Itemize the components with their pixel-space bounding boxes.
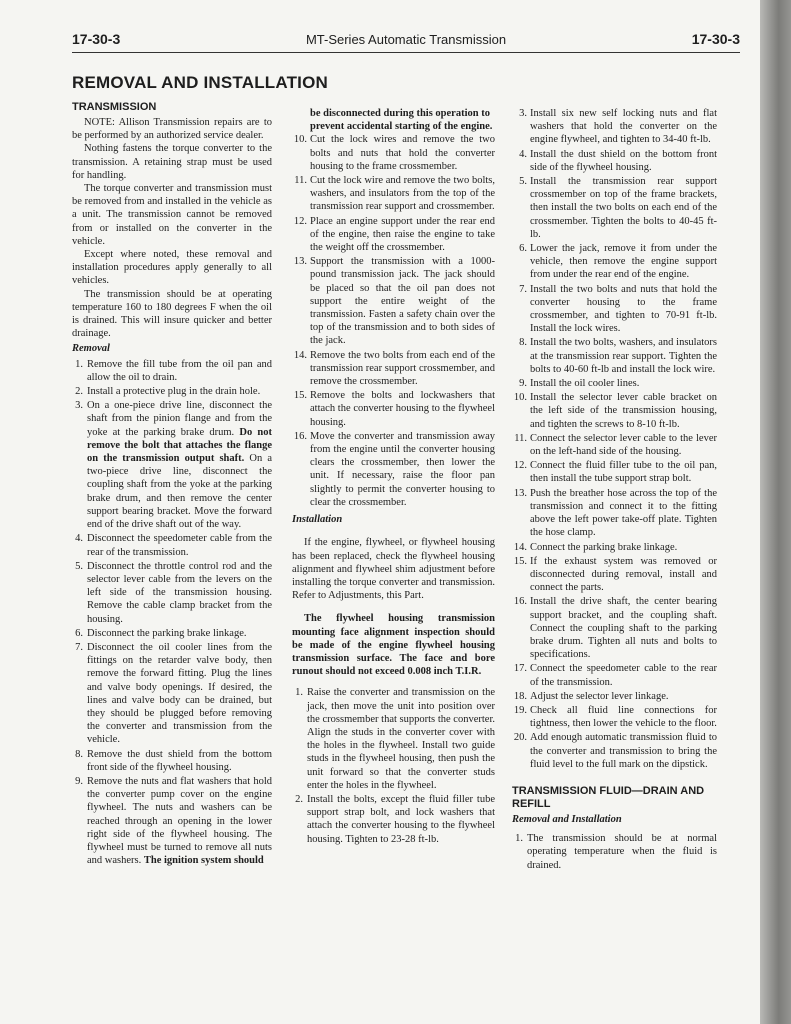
list-item <box>512 391 717 431</box>
step-text: Disconnect the throttle control rod and the selector lever cable from the levers on the left side of the transmission housing. Remove the cable clamp bracket from the housing. <box>87 560 272 625</box>
step-number: 13. <box>293 256 307 268</box>
page-header <box>72 31 740 51</box>
step-text: Lower the jack, remove it from under the vehicle, then remove the engine support from under the rear end of the engine. <box>530 243 717 281</box>
step-warning: The ignition system should <box>143 855 264 867</box>
step-text: Remove the bolts and lockwashers that attach the converter housing to the flywheel housing. <box>310 390 495 428</box>
list-item <box>512 487 717 540</box>
paragraph: Except where noted, these removal and installation procedures apply generally to all vehicles. <box>72 249 272 287</box>
step-text: Connect the fluid filler tube to the oil pan, then install the tube support strap bolt. <box>530 460 717 485</box>
fluid-steps <box>512 832 717 872</box>
alignment-note: The flywheel housing transmission mounting face alignment inspection should be made of the engine flywheel housing transmission surface. The face and bore runout should not exceed 0.008 inch T.I.R. <box>292 613 495 678</box>
step-number: 1. <box>75 358 83 370</box>
installation-subheading: Installation <box>292 514 343 526</box>
list-item <box>292 686 495 792</box>
list-item <box>512 832 717 872</box>
step-number: 18. <box>513 690 527 702</box>
step-text: Support the transmission with a 1000-pound transmission jack. The jack should be placed so that the oil pan does not support the entire weight of the transmission. Fasten a safety chain over the top of the transmission and to both sides of the jack. <box>310 256 495 347</box>
list-item <box>72 532 272 558</box>
list-item <box>512 242 717 282</box>
list-item <box>292 133 495 173</box>
column-2 <box>292 107 495 847</box>
step-text: Place an engine support under the rear end of the engine, then raise the engine to take the weight off the crossmember. <box>310 215 495 254</box>
list-item <box>292 174 495 214</box>
list-item <box>512 595 717 661</box>
step-number: 3. <box>519 108 527 119</box>
step-number: 6. <box>75 627 83 639</box>
paragraph: If the engine, flywheel, or flywheel housing has been replaced, check the flywheel housing alignment and flywheel shim adjustment before installing the torque converter and transmission. Refer to Adjustments, this Part. <box>292 537 495 602</box>
page-binding-edge <box>760 0 791 1024</box>
step-number: 17. <box>513 663 527 675</box>
list-item <box>512 175 717 241</box>
step-text: Install six new self locking nuts and flat washers that hold the converter on the engine flywheel, and tighten to 34-40 ft-lb. <box>530 108 717 146</box>
step-number: 1. <box>295 687 303 699</box>
header-rule <box>72 52 740 53</box>
list-item <box>292 255 495 347</box>
step-text: Cut the lock wire and remove the two bolts, washers, and insulators from the top of the transmission rear support and crossmember. <box>310 175 495 213</box>
step-text: Remove the dust shield from the bottom front side of the flywheel housing. <box>87 748 272 773</box>
step-number: 4. <box>75 533 83 545</box>
list-item <box>512 377 717 390</box>
step-number: 8. <box>75 748 83 760</box>
step-number: 15. <box>293 390 307 402</box>
step-number: 1. <box>515 833 523 845</box>
step-text: Install the oil cooler lines. <box>530 378 640 390</box>
step-number: 11. <box>514 432 527 444</box>
note-paragraph: NOTE: Allison Transmission repairs are to be performed by an authorized service dealer. <box>72 117 272 142</box>
step-text: Connect the parking brake linkage. <box>530 541 678 553</box>
step-text: Push the breather hose across the top of the transmission and connect it to the fitting above the left power take-off plate. Tighten the hose clamp. <box>530 487 717 539</box>
step-number: 6. <box>519 243 527 255</box>
step-text: Disconnect the parking brake linkage. <box>87 627 247 639</box>
step-number: 14. <box>293 349 307 361</box>
list-item <box>292 793 495 846</box>
step-number: 7. <box>519 283 527 295</box>
step-text: Disconnect the oil cooler lines from the fittings on the retarder valve body, then remove the forward fitting. Plug the lines and valve body openings. If desired, the lines and valve body can be drained, but they should be plugged before removing the converter and transmission from the vehicle. <box>87 641 272 746</box>
list-item <box>72 775 272 867</box>
list-item <box>72 627 272 640</box>
step-number: 12. <box>293 215 307 227</box>
page-number-right: 17-30-3 <box>691 31 740 47</box>
step-number: 16. <box>513 596 527 608</box>
step-text: On a two-piece drive line, disconnect the coupling shaft from the yoke at the parking brake drum, and then remove the center support bearing bracket. Move the forward end of the drive shaft out of the way. <box>87 453 272 531</box>
step-text: If the exhaust system was removed or disconnected during removal, install and connect the parts. <box>530 555 717 594</box>
paragraph: The torque converter and transmission must be removed from and installed in the vehicle as a unit. The transmission cannot be removed from or installed on the converter in the vehicle. <box>72 183 272 247</box>
list-item <box>512 662 717 688</box>
list-item <box>292 430 495 509</box>
list-item <box>512 432 717 458</box>
list-item <box>292 215 495 255</box>
step-number: 10. <box>293 134 307 146</box>
list-item <box>72 358 272 384</box>
step-number: 12. <box>513 460 527 472</box>
step-number: 9. <box>519 378 527 390</box>
step-text: Move the converter and transmission away from the engine until the converter housing clears the crossmember, then lower the unit. If necessary, raise the floor pan slightly to permit the converter housing to clear the crossmember. <box>310 430 495 508</box>
step-number: 15. <box>513 555 527 567</box>
step-text: Install the selector lever cable bracket on the left side of the transmission housing, and tighten the screws to 8-10 ft-lb. <box>530 392 717 430</box>
step-text: Adjust the selector lever linkage. <box>530 690 669 702</box>
step-number: 4. <box>519 148 527 160</box>
list-item <box>292 389 495 429</box>
removal-steps-continued <box>292 133 495 509</box>
fluid-drain-heading: TRANSMISSION FLUID—DRAIN AND REFILL <box>512 784 705 810</box>
step-number: 2. <box>295 793 303 805</box>
step-text: Install the two bolts, washers, and insulators at the transmission rear support. Tighten the bolts to 40-60 ft-lb and install the lock wire. <box>530 337 717 375</box>
step-number: 19. <box>513 704 527 716</box>
step-text: Install the drive shaft, the center bearing support bracket, and the coupling shaft. Connect the coupling shaft to the parking brake drum. Tighten all nuts and bolts to specifications. <box>530 596 717 661</box>
step-number: 20. <box>513 732 527 744</box>
list-item <box>72 748 272 774</box>
list-item <box>512 148 717 174</box>
section-title: REMOVAL AND INSTALLATION <box>72 73 329 92</box>
installation-steps <box>292 686 495 845</box>
step-text: Remove the fill tube from the oil pan and allow the oil to drain. <box>87 358 272 383</box>
list-item <box>512 107 717 147</box>
warning-continuation: be disconnected during this operation to prevent accidental starting of the engine. <box>310 108 493 133</box>
step-text: Install the bolts, except the fluid filler tube support strap bolt, and lock washers that attach the converter housing to the flywheel housing. Tighten to 23-28 ft-lb. <box>307 793 495 845</box>
step-text: Disconnect the speedometer cable from the rear of the transmission. <box>87 533 272 558</box>
step-text: Cut the lock wires and remove the two bolts and nuts that hold the converter housing to the frame crossmember. <box>310 134 495 172</box>
step-text: Raise the converter and transmission on the jack, then move the unit into position over the crossmember that supports the converter. Align the studs in the converter cover with the holes in the flywheel. Install two guide studs in the flywheel housing, then push the unit forward so that the converter studs enter the holes in the flywheel. <box>307 687 495 791</box>
paragraph: The transmission should be at operating temperature 160 to 180 degrees F when the oil is drained. This will insure quicker and better drainage. <box>72 288 272 340</box>
list-item <box>512 336 717 376</box>
list-item <box>72 385 272 398</box>
step-text: Install the transmission rear support crossmember on top of the frame brackets, then install the two bolts on each end of the crossmember. Tighten the bolts to 40-45 ft-lb. <box>530 176 717 240</box>
step-text: Connect the selector lever cable to the lever on the left-hand side of the housing. <box>530 432 717 458</box>
removal-subheading: Removal <box>72 343 110 355</box>
step-number: 11. <box>294 175 307 187</box>
step-text: Check all fluid line connections for tightness, then lower the vehicle to the floor. <box>530 704 717 730</box>
list-item <box>512 283 717 336</box>
paragraph: Nothing fastens the torque converter to the transmission. A retaining strap must be used for handling. <box>72 143 272 181</box>
step-text: Install the two bolts and nuts that hold the converter housing to the frame crossmember, and tighten to 70-91 ft-lb. Install the lock wires. <box>530 283 717 335</box>
list-item <box>292 349 495 389</box>
installation-steps-continued <box>512 107 717 771</box>
removal-steps <box>72 358 272 868</box>
fluid-subheading: Removal and Installation <box>512 813 622 825</box>
step-text: Install a protective plug in the drain hole. <box>87 386 261 398</box>
list-item <box>72 399 272 531</box>
step-warning: Do not remove the bolt that attaches the flange on the transmission output shaft. <box>87 426 273 465</box>
list-item <box>72 560 272 626</box>
step-number: 9. <box>75 775 83 787</box>
step-number: 8. <box>519 337 527 349</box>
step-number: 7. <box>75 641 83 653</box>
list-item <box>72 641 272 747</box>
step-number: 14. <box>513 541 527 553</box>
running-title: MT-Series Automatic Transmission <box>305 32 507 47</box>
step-number: 10. <box>513 392 527 404</box>
column-3 <box>512 107 717 873</box>
step-number: 5. <box>75 560 83 572</box>
step-text: Connect the speedometer cable to the rear of the transmission. <box>530 663 717 688</box>
step-text: Add enough automatic transmission fluid to the converter and transmission to bring the fluid level to the full mark on the dipstick. <box>530 732 717 770</box>
list-item <box>512 690 717 703</box>
step-number: 5. <box>519 176 527 188</box>
step-number: 13. <box>513 487 527 499</box>
step-text: Remove the nuts and flat washers that hold the converter pump cover on the engine flywheel. The nuts and washers can be reached through an opening in the lower right side of the flywheel housing. The flywheel must be turned to remove all nuts and washers. <box>87 775 272 867</box>
list-item <box>512 704 717 730</box>
list-item <box>512 541 717 554</box>
column-1 <box>72 101 272 868</box>
list-item <box>512 555 717 595</box>
step-number: 3. <box>75 400 83 412</box>
step-number: 2. <box>75 386 83 398</box>
step-text: Install the dust shield on the bottom front side of the flywheel housing. <box>530 148 717 173</box>
list-item <box>512 731 717 771</box>
transmission-heading: TRANSMISSION <box>72 101 157 113</box>
step-number: 16. <box>293 430 307 442</box>
step-text: The transmission should be at normal operating temperature when the fluid is drained. <box>527 833 717 871</box>
step-text: Remove the two bolts from each end of the transmission rear support crossmember, and remove the crossmember. <box>310 349 495 388</box>
page-number-left: 17-30-3 <box>72 31 121 47</box>
list-item <box>512 459 717 485</box>
step-text: On a one-piece drive line, disconnect the shaft from the pinion flange and from the yoke at the parking brake drum. <box>87 400 272 438</box>
